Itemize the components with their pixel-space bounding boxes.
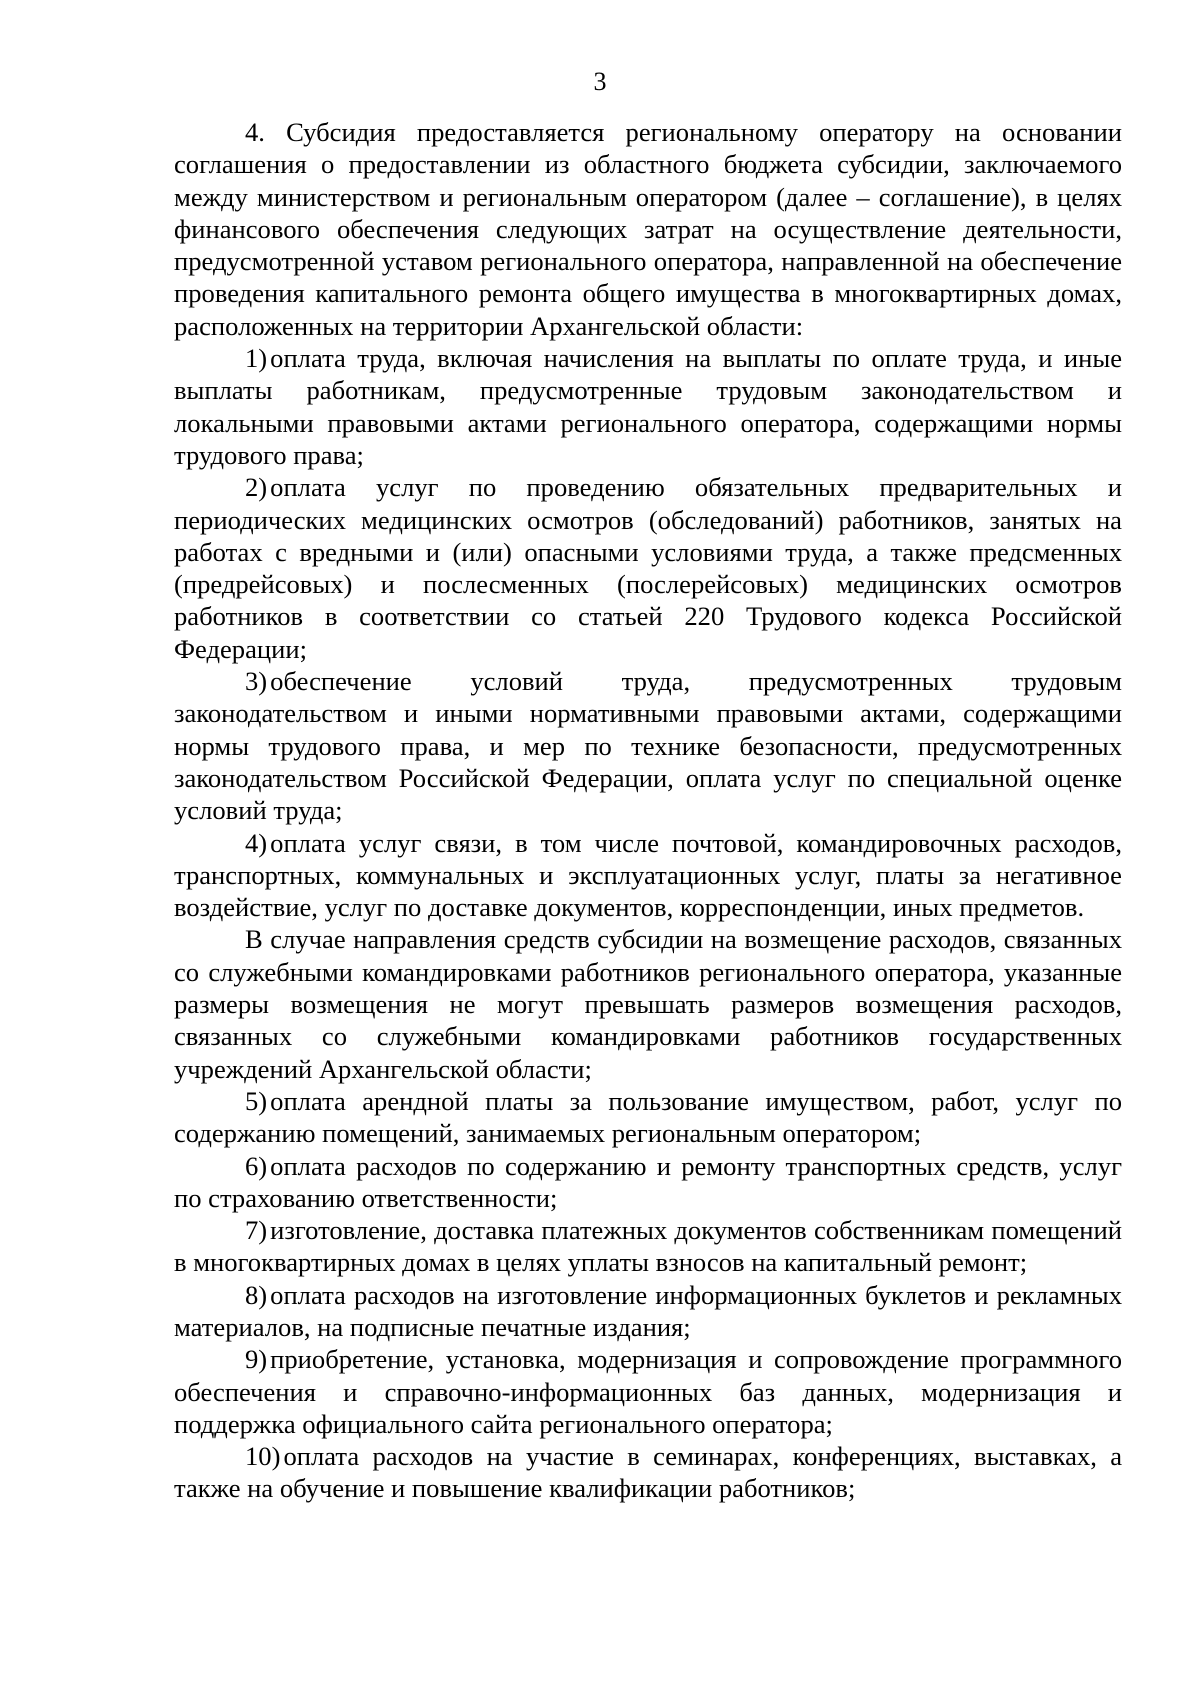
list-item-text: оплата арендной платы за пользование имуществом, работ, услуг по содержанию помещений, занимаемых региональным оператором; xyxy=(174,1085,1122,1149)
list-item-number: 6) xyxy=(245,1150,268,1181)
list-item-number: 10) xyxy=(245,1441,281,1472)
list-item-number: 4) xyxy=(245,827,268,858)
paragraph-note xyxy=(174,923,1122,1084)
list-item xyxy=(174,471,1122,665)
list-item-number: 9) xyxy=(245,1344,268,1375)
page-number: 3 xyxy=(593,67,607,96)
list-item-text: оплата расходов на участие в семинарах, конференциях, выставках, а также на обучение и повышение квалификации работников; xyxy=(174,1441,1122,1504)
list-item-number: 1) xyxy=(245,343,268,374)
list-item-text: оплата услуг по проведению обязательных предварительных и периодических медицинских осмотров (обследований) работников, занятых на работах с вредными и (или) опасными условиями труда, а также предсменных (предрейсовых) и послесменных (послерейсовых) медицинских осмотров работников в соответствии со статьей 220 Трудового кодекса Российской Федерации; xyxy=(174,472,1122,664)
list-item xyxy=(174,1343,1122,1440)
list-item-text: оплата услуг связи, в том числе почтовой, командировочных расходов, транспортных, коммунальных и эксплуатационных услуг, платы за негативное воздействие, услуг по доставке документов, корреспонденции, иных предметов. xyxy=(174,827,1122,923)
list-item-number: 2) xyxy=(245,472,268,503)
list-item-number: 8) xyxy=(245,1279,268,1310)
list-item xyxy=(174,1150,1122,1215)
list-item xyxy=(174,1279,1122,1344)
document-body xyxy=(174,116,1122,1505)
paragraph-text: В случае направления средств субсидии на возмещение расходов, связанных со служебными командировками работников регионального оператора, указанные размеры возмещения не могут превышать размеров возмещения расходов, связанных со служебными командировками работников государственных учреждений Архангельской области; xyxy=(174,924,1122,1084)
list-item xyxy=(174,1440,1122,1505)
list-item-text: изготовление, доставка платежных документов собственникам помещений в многоквартирных домах в целях уплаты взносов на капитальный ремонт; xyxy=(174,1215,1122,1278)
list-item-number: 7) xyxy=(245,1215,268,1246)
list-item xyxy=(174,342,1122,471)
list-item-text: оплата расходов по содержанию и ремонту транспортных средств, услуг по страхованию ответственности; xyxy=(174,1150,1122,1213)
list-item-text: оплата труда, включая начисления на выплаты по оплате труда, и иные выплаты работникам, предусмотренные трудовым законодательством и локальными правовыми актами регионального оператора, содержащими нормы трудового права; xyxy=(174,343,1122,470)
paragraph-intro xyxy=(174,116,1122,342)
list-item-text: обеспечение условий труда, предусмотренных трудовым законодательством и иными нормативными правовыми актами, содержащими нормы трудового права, и мер по технике безопасности, предусмотренных законодательством Российской Федерации, оплата услуг по специальной оценке условий труда; xyxy=(174,666,1122,826)
paragraph-text: 4. Субсидия предоставляется региональному оператору на основании соглашения о предоставлении из областного бюджета субсидии, заключаемого между министерством и региональным оператором (далее – соглашение), в целях финансового обеспечения следующих затрат на осуществление деятельности, предусмотренной уставом регионального оператора, направленной на обеспечение проведения капитального ремонта общего имущества в многоквартирных домах, расположенных на территории Архангельской области: xyxy=(174,117,1122,341)
list-item xyxy=(174,665,1122,826)
list-item-text: оплата расходов на изготовление информационных буклетов и рекламных материалов, на подписные печатные издания; xyxy=(174,1279,1122,1342)
list-item xyxy=(174,827,1122,924)
list-item-number: 3) xyxy=(245,666,268,697)
list-item xyxy=(174,1085,1122,1150)
list-item xyxy=(174,1214,1122,1279)
list-item-text: приобретение, установка, модернизация и сопровождение программного обеспечения и справочно-информационных баз данных, модернизация и поддержка официального сайта регионального оператора; xyxy=(174,1344,1122,1439)
list-item-number: 5) xyxy=(245,1085,268,1116)
